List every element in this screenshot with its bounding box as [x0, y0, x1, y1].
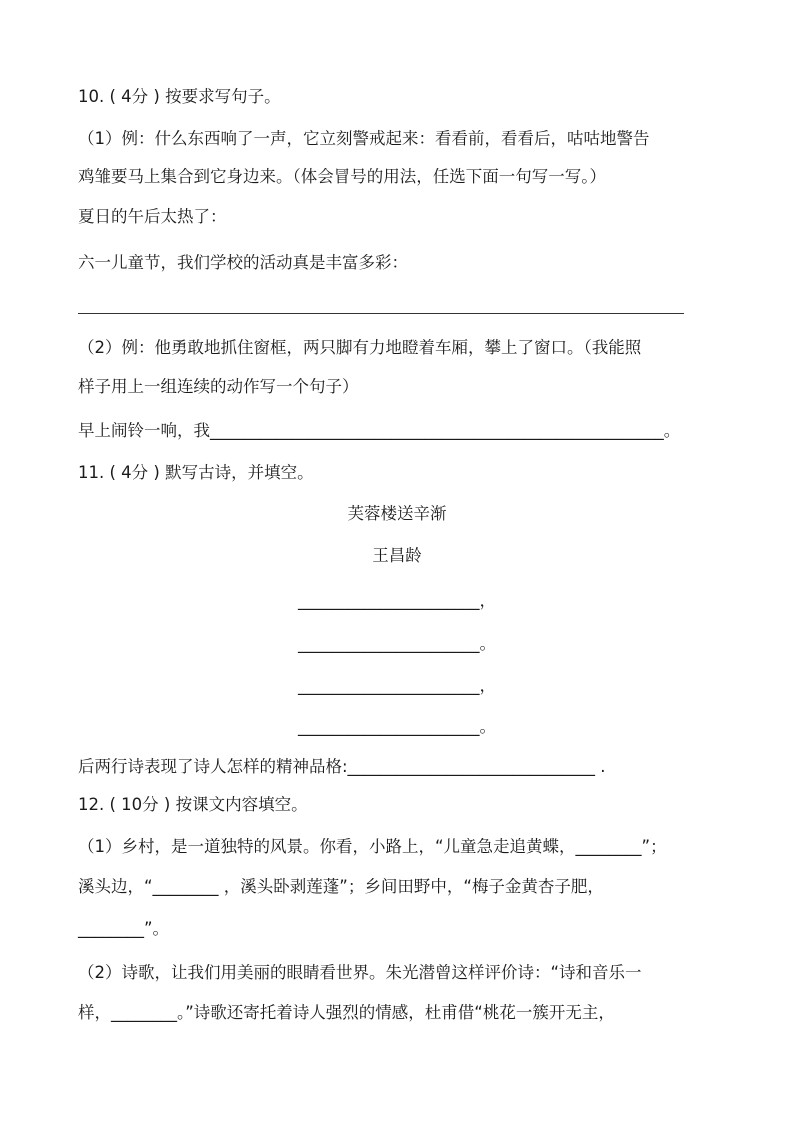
q12-part1-line3[interactable]: ________”。 — [78, 919, 170, 938]
poem-author: 王昌龄 — [372, 546, 422, 565]
q10-option1: 夏日的午后太热了： — [78, 207, 227, 226]
q12-part2-line2[interactable]: 样，________。”诗歌还寄托着诗人强烈的情感，杜甫借“桃花一簇开无主， — [78, 1003, 615, 1022]
q10-part2-line2: 样子用上一组连续的动作写一个句子） — [78, 377, 359, 396]
poem-blank-3[interactable]: ______________________， — [298, 676, 496, 695]
q10-answer-line[interactable] — [78, 313, 684, 314]
poem-blank-4[interactable]: ______________________。 — [298, 717, 496, 736]
q10-part1-line1: （1）例：什么东西响了一声，它立刻警戒起来：看看前，看看后，咕咕地警告 — [78, 129, 650, 148]
q12-part1-line1[interactable]: （1）乡村，是一道独特的风景。你看，小路上，“儿童急走追黄蝶，________”； — [78, 837, 667, 856]
q12-header: 12. ( 10分 ) 按课文内容填空。 — [78, 795, 308, 814]
q10-header: 10. ( 4分 ) 按要求写句子。 — [78, 87, 281, 106]
poem-blank-2[interactable]: ______________________。 — [298, 634, 496, 653]
q12-part1-line2[interactable]: 溪头边，“________ ，溪头卧剥莲蓬”；乡间田野中，“梅子金黄杏子肥， — [78, 877, 604, 896]
q12-part2-line1: （2）诗歌，让我们用美丽的眼睛看世界。朱光潜曾这样评价诗：“诗和音乐一 — [78, 963, 642, 982]
q10-part2-fill[interactable]: 早上闹铃一响，我_______________________________________________________。 — [78, 421, 681, 440]
poem-blank-1[interactable]: ______________________， — [298, 591, 496, 610]
q10-part1-line2: 鸡雏要马上集合到它身边来。（体会冒号的用法，任选下面一句写一写。） — [78, 167, 606, 186]
q11-question[interactable]: 后两行诗表现了诗人怎样的精神品格:______________________________ . — [78, 757, 606, 776]
q11-header: 11. ( 4分 ) 默写古诗，并填空。 — [78, 463, 314, 482]
poem-title: 芙蓉楼送辛渐 — [347, 504, 447, 523]
q10-part2-line1: （2）例：他勇敢地抓住窗框，两只脚有力地瞪着车厢，攀上了窗口。（我能照 — [78, 338, 642, 357]
q10-option2: 六一儿童节，我们学校的活动真是丰富多彩： — [78, 253, 408, 272]
